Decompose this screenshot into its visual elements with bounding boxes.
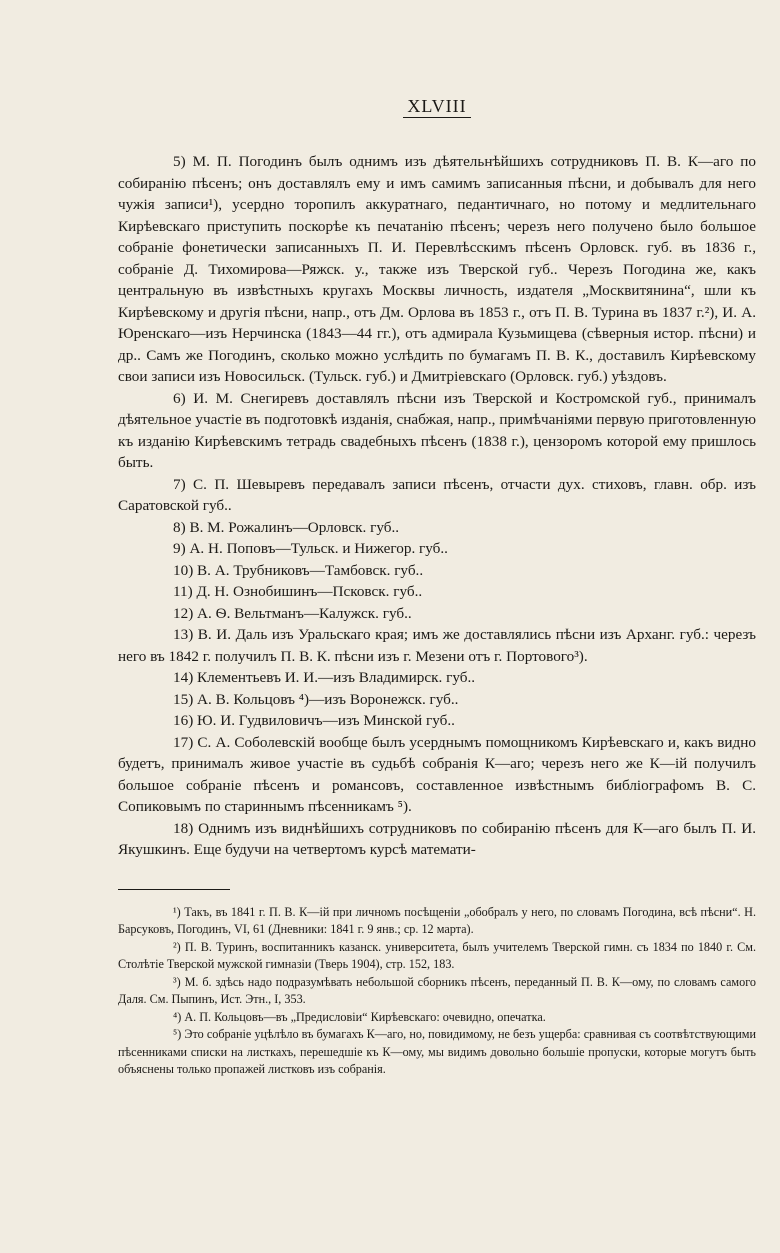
body-text <box>118 151 756 861</box>
footnote-5: ⁵) Это собраніе уцѣлѣло въ бумагахъ К—аго, но, повидимому, не безъ ущерба: сравнивая съ соотвѣтствующими пѣсенниками списки на листкахъ, перешедшіе къ К—ому, мы видимъ довольно большіе пропуски, которые могутъ быть объяснены только пропажей листковъ изъ собранія. <box>118 1027 756 1076</box>
footnote-divider <box>118 889 230 890</box>
paragraph-8: 8) В. М. Рожалинъ—Орловск. губ.. <box>173 518 400 536</box>
paragraph-7: 7) С. П. Шевыревъ передавалъ записи пѣсенъ, отчасти дух. стиховъ, главн. обр. изъ Саратовской губ.. <box>118 475 756 514</box>
paragraph-18: 18) Однимъ изъ виднѣйшихъ сотрудниковъ по собиранію пѣсенъ для К—аго былъ П. И. Якушкинъ. Еще будучи на четвертомъ курсѣ математи- <box>118 819 756 858</box>
paragraph-12: 12) А. Ѳ. Вельтманъ—Калужск. губ.. <box>173 604 412 622</box>
footnote-2: ²) П. В. Туринъ, воспитанникъ казанск. университета, былъ учителемъ Тверской гимн. съ 1834 по 1840 г. См. Столѣтіе Тверской мужской гимназіи (Тверь 1904), стр. 152, 183. <box>118 939 756 971</box>
paragraph-11: 11) Д. Н. Ознобишинъ—Псковск. губ.. <box>173 583 423 600</box>
paragraph-5: 5) М. П. Погодинъ былъ однимъ изъ дѣятельнѣйшихъ сотрудниковъ П. В. К—аго по собиранію пѣсенъ; онъ доставлялъ ему и имъ самимъ записанныя пѣсни, и добывалъ для него чужія записи¹), усердно торопилъ аккуратнаго, педантичнаго, но потому и медлительнаго Кирѣевскаго приступить поскорѣе къ печатанію пѣсенъ; черезъ него получено было большое собраніе фонетически записанныхъ П. И. Перевлѣсскимъ пѣсенъ Орловск. губ. въ 1836 г., собраніе Д. Тихомирова—Ряжск. у., также изъ Тверской губ.. Черезъ Погодина же, какъ центральную въ извѣстныхъ кругахъ Москвы личность, издателя „Москвитянина“, шли къ Кирѣевскому и другія пѣсни, напр., отъ Дм. Орлова въ 1853 г., отъ П. В. Турина въ 1837 г.²), И. А. Юренскаго—изъ Нерчинска (1843—44 гг.), отъ адмирала Кузьмищева (сѣверныя истор. пѣсни) и др.. Самъ же Погодинъ, сколько можно услѣдить по бумагамъ П. В. К., доставилъ Кирѣевскому свои записи изъ Новосильск. (Тульск. губ.) и Дмитріевскаго (Орловск. губ.) уѣздовъ. <box>118 153 756 385</box>
paragraph-16: 16) Ю. И. Гудвиловичъ—изъ Минской губ.. <box>173 712 455 729</box>
paragraph-15: 15) А. В. Кольцовъ ⁴)—изъ Воронежск. губ.. <box>173 690 459 708</box>
footnote-3: ³) М. б. здѣсь надо подразумѣвать небольшой сборникъ пѣсенъ, переданный П. В. К—ому, по словамъ самого Даля. См. Пыпинъ, Ист. Этн., I, 353. <box>118 974 756 1006</box>
paragraph-13: 13) В. И. Даль изъ Уральскаго края; имъ же доставлялись пѣсни изъ Арханг. губ.: черезъ него въ 1842 г. получилъ П. В. К. пѣсни изъ г. Мезени отъ г. Портового³). <box>118 626 756 665</box>
paragraph-10: 10) В. А. Трубниковъ—Тамбовск. губ.. <box>173 561 424 579</box>
paragraph-17: 17) С. А. Соболевскій вообще былъ усерднымъ помощникомъ Кирѣевскаго и, какъ видно будетъ, принималъ живое участіе въ судьбѣ собранія К—аго; черезъ него же К—ій получилъ большое собраніе пѣсенъ и романсовъ, составленное извѣстнымъ библіографомъ В. С. Сопиковымъ по стариннымъ пѣсенникамъ ⁵). <box>118 733 756 815</box>
paragraph-9: 9) А. Н. Поповъ—Тульск. и Нижегор. губ.. <box>173 540 448 557</box>
footnote-4: ⁴) А. П. Кольцовъ—въ „Предисловіи“ Кирѣевскаго: очевидно, опечатка. <box>173 1009 546 1024</box>
paragraph-6: 6) И. М. Снегиревъ доставлялъ пѣсни изъ Тверской и Костромской губ., принималъ дѣятельное участіе въ подготовкѣ изданія, снабжая, напр., примѣчаніями первую приготовленную къ изданію Кирѣевскимъ тетрадь свадебныхъ пѣсенъ (1838 г.), цензоромъ которой ему пришлось быть. <box>118 389 756 471</box>
page-header <box>118 96 756 117</box>
footnote-1: ¹) Такъ, въ 1841 г. П. В. К—ій при личномъ посѣщеніи „обобралъ у него, по словамъ Погодина, всѣ пѣсни“. Н. Барсуковъ, Погодинъ, VI, 61 (Дневники: 1841 г. 9 янв.; ср. 12 марта). <box>118 904 756 936</box>
page-number: XLVIII <box>403 96 470 118</box>
page <box>118 96 756 1079</box>
footnotes <box>118 904 756 1079</box>
paragraph-14: 14) Клементьевъ И. И.—изъ Владимирск. губ.. <box>173 669 476 686</box>
